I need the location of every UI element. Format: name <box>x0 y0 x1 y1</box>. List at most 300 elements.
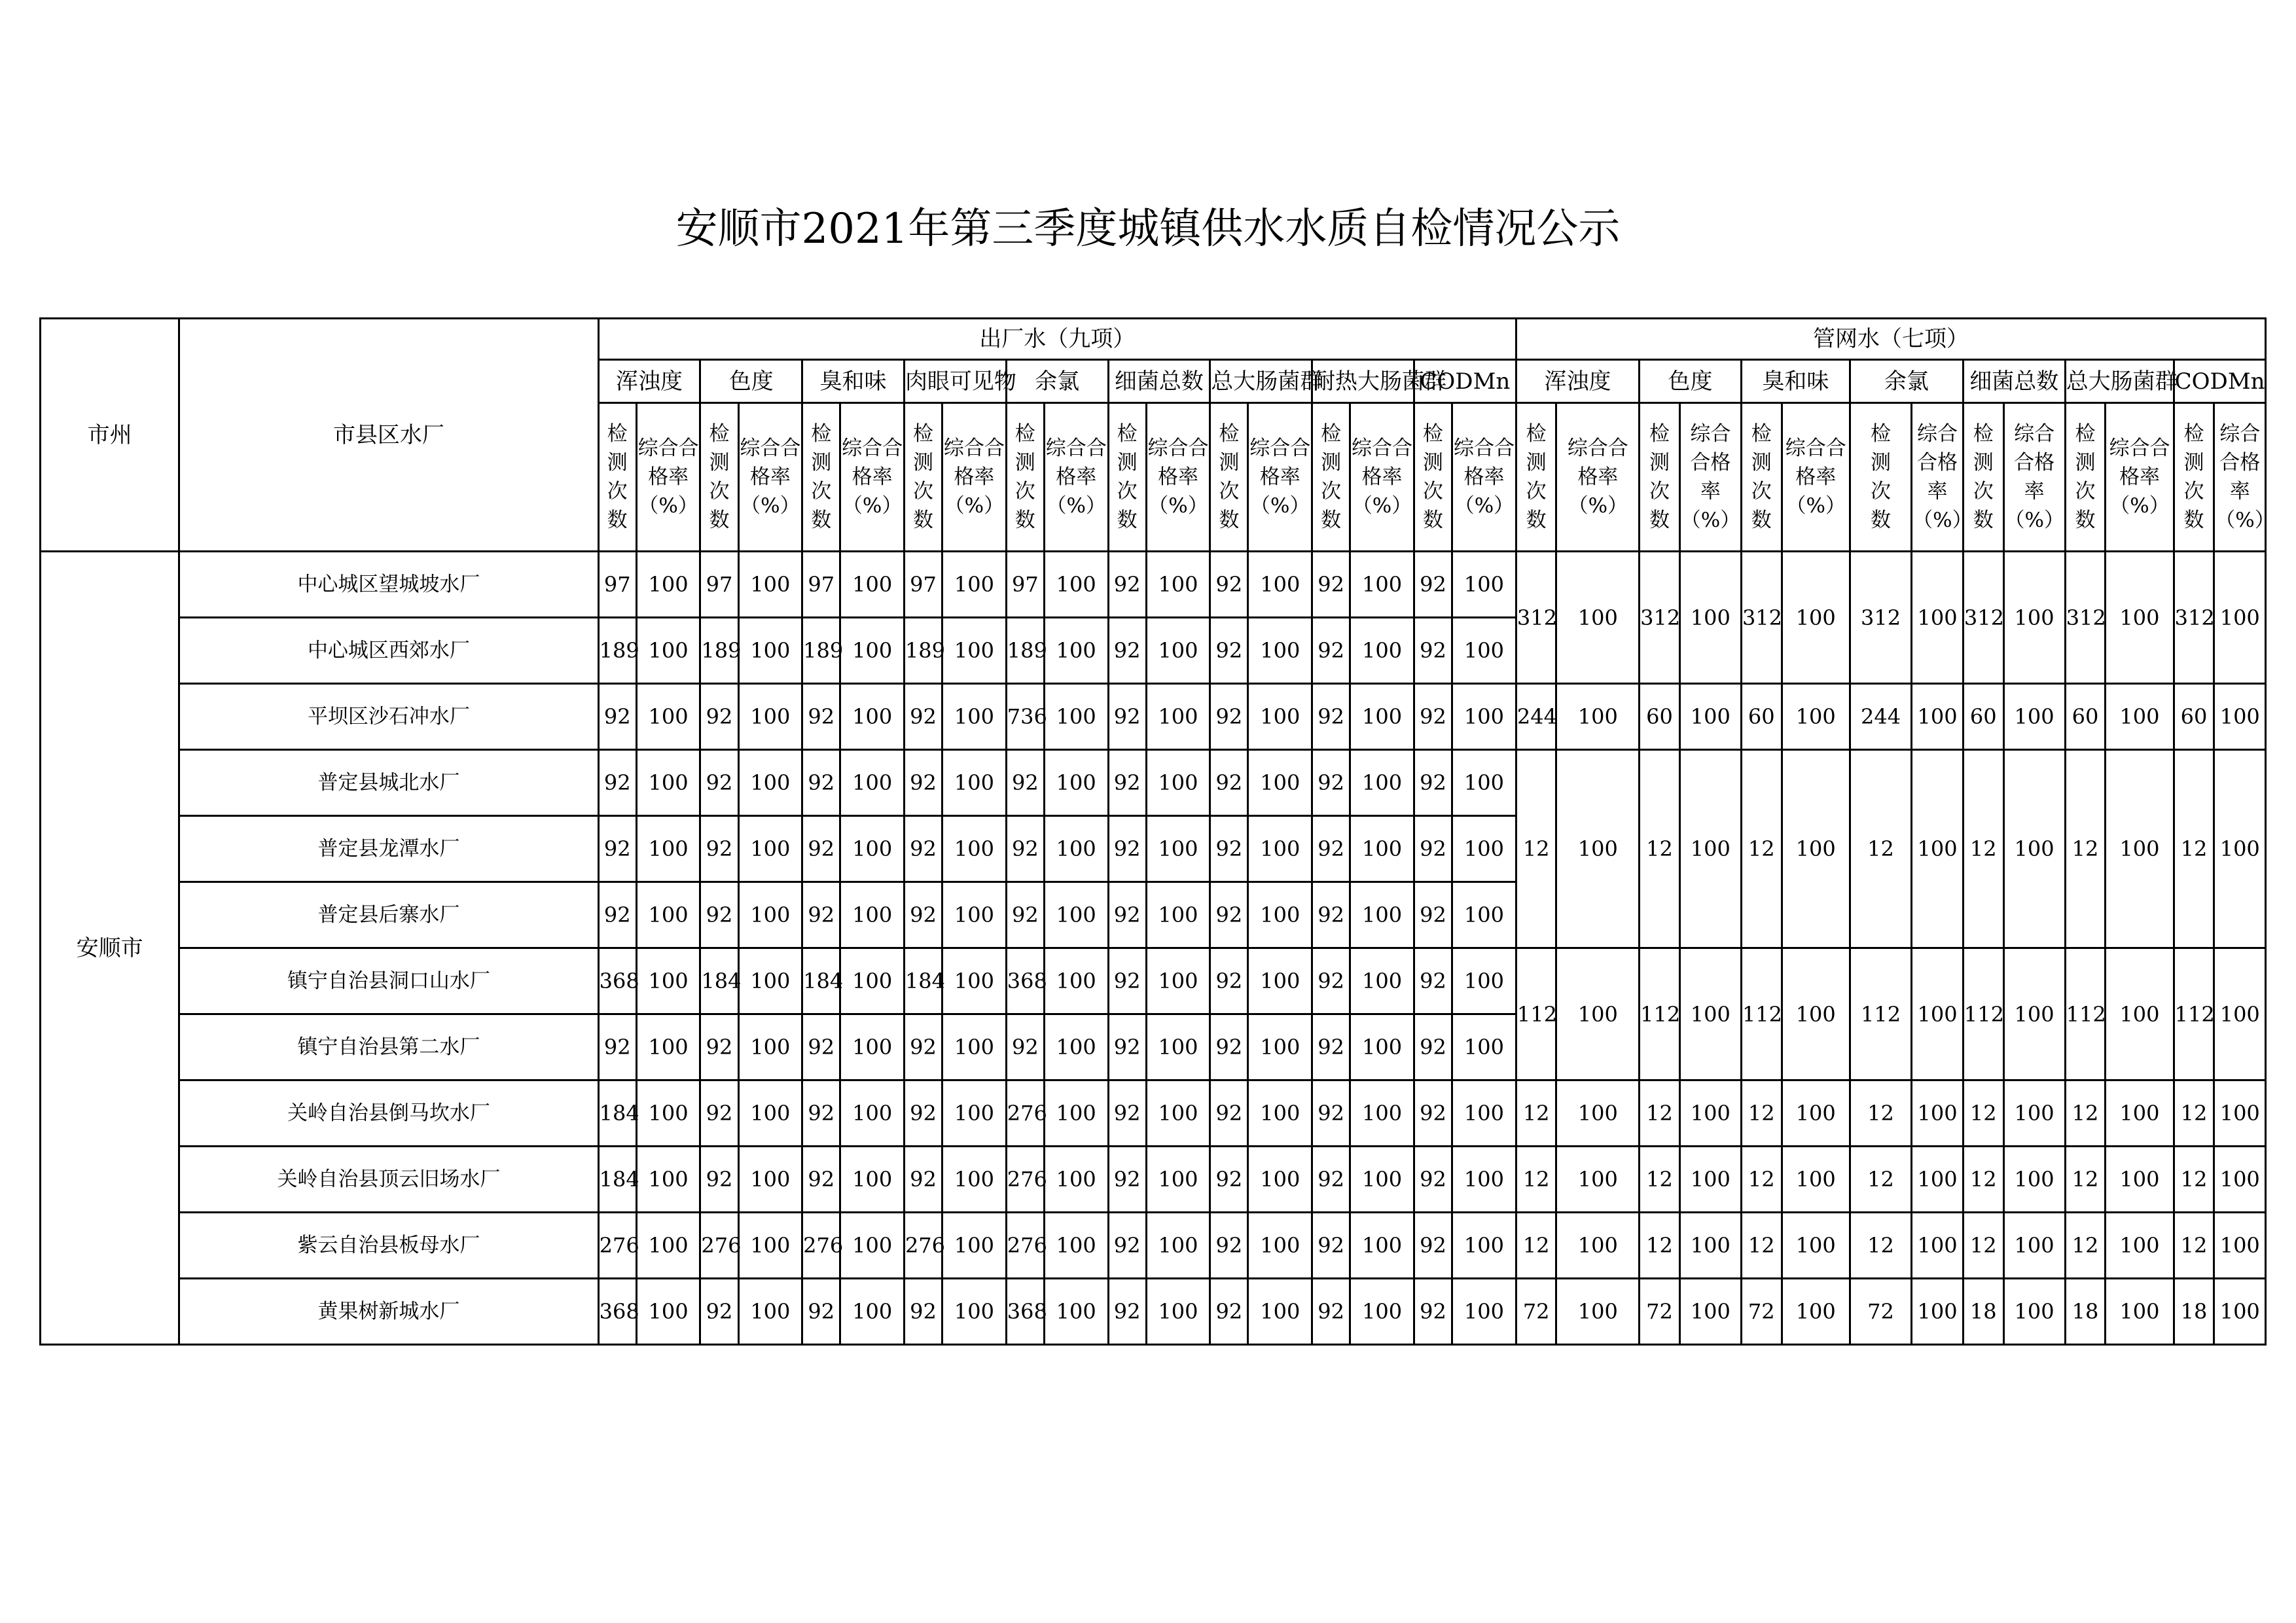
rate-header-label: 综合合格率（%） <box>1567 437 1628 518</box>
pipe-rate-cell: 100 <box>1912 552 1964 684</box>
pipe-count-cell: 12 <box>1741 750 1782 948</box>
factory-rate-cell: 100 <box>1350 1279 1414 1345</box>
factory-count-cell: 276 <box>1006 1147 1044 1213</box>
factory-rate-cell: 100 <box>636 882 700 948</box>
pipe-rate-cell: 100 <box>1782 1080 1850 1147</box>
factory-count-cell: 92 <box>598 816 636 882</box>
factory-rate-cell: 100 <box>636 1213 700 1279</box>
factory-rate-cell: 100 <box>738 816 802 882</box>
count-header-label: 检测次数 <box>1014 422 1035 532</box>
pipe-rate-cell: 100 <box>1679 1147 1741 1213</box>
factory-count-cell: 92 <box>1108 948 1146 1014</box>
pipe-count-cell: 18 <box>2174 1279 2214 1345</box>
rate-header-label: 综合合格率（%） <box>2004 422 2064 532</box>
factory-count-cell: 92 <box>802 882 840 948</box>
factory-count-cell: 189 <box>598 618 636 684</box>
factory-rate-cell: 100 <box>738 552 802 618</box>
factory-rate-cell: 100 <box>1044 1279 1108 1345</box>
count-header <box>1210 403 1248 552</box>
factory-count-cell: 92 <box>700 1014 738 1080</box>
factory-count-cell: 92 <box>1210 552 1248 618</box>
count-header <box>1741 403 1782 552</box>
factory-rate-cell: 100 <box>942 948 1007 1014</box>
factory-count-cell: 92 <box>1312 618 1350 684</box>
count-header-label: 检测次数 <box>913 422 934 532</box>
pipe-rate-cell: 100 <box>2106 552 2174 684</box>
count-header <box>2065 403 2106 552</box>
factory-rate-cell: 100 <box>1146 750 1210 816</box>
factory-rate-cell: 100 <box>1248 750 1312 816</box>
rate-header-label: 综合合格率（%） <box>2215 422 2275 532</box>
pipe-rate-cell: 100 <box>1912 684 1964 750</box>
pipe-count-cell: 312 <box>1850 552 1911 684</box>
factory-count-cell: 276 <box>802 1213 840 1279</box>
factory-rate-cell: 100 <box>1146 1147 1210 1213</box>
plant-name: 普定县龙潭水厂 <box>179 816 598 882</box>
count-header-label: 检测次数 <box>1871 422 1891 532</box>
factory-count-cell: 92 <box>1312 816 1350 882</box>
factory-count-cell: 184 <box>700 948 738 1014</box>
pipe-item-header: 臭和味 <box>1741 360 1850 403</box>
count-header-label: 检测次数 <box>1973 422 1994 532</box>
rate-header-label: 综合合格率（%） <box>1249 437 1311 518</box>
factory-count-cell: 92 <box>1108 1080 1146 1147</box>
pipe-count-cell: 12 <box>1741 1147 1782 1213</box>
city-header: 市州 <box>41 319 179 552</box>
table-row <box>41 552 2266 618</box>
factory-count-cell: 92 <box>700 882 738 948</box>
factory-rate-cell: 100 <box>738 750 802 816</box>
count-header-label: 检测次数 <box>811 422 832 532</box>
factory-rate-cell: 100 <box>1248 816 1312 882</box>
factory-count-cell: 92 <box>598 1014 636 1080</box>
factory-rate-cell: 100 <box>942 552 1007 618</box>
factory-rate-cell: 100 <box>738 684 802 750</box>
pipe-count-cell: 12 <box>1516 750 1556 948</box>
count-header <box>1312 403 1350 552</box>
factory-rate-cell: 100 <box>1452 816 1516 882</box>
factory-rate-cell: 100 <box>636 948 700 1014</box>
pipe-water-header: 管网水（七项） <box>1516 319 2265 360</box>
rate-header <box>1679 403 1741 552</box>
factory-item-header: 肉眼可见物 <box>904 360 1006 403</box>
pipe-rate-cell: 100 <box>1679 684 1741 750</box>
factory-rate-cell: 100 <box>1146 882 1210 948</box>
factory-count-cell: 189 <box>904 618 942 684</box>
pipe-rate-cell: 100 <box>2106 1147 2174 1213</box>
factory-rate-cell: 100 <box>840 882 905 948</box>
count-header <box>1414 403 1452 552</box>
factory-rate-cell: 100 <box>1146 948 1210 1014</box>
pipe-rate-cell: 100 <box>1912 948 1964 1080</box>
factory-rate-cell: 100 <box>1044 1080 1108 1147</box>
pipe-count-cell: 312 <box>1516 552 1556 684</box>
rate-header-label: 综合合格率（%） <box>1912 422 1973 532</box>
factory-count-cell: 276 <box>904 1213 942 1279</box>
factory-rate-cell: 100 <box>840 1147 905 1213</box>
factory-count-cell: 92 <box>1312 552 1350 618</box>
factory-count-cell: 92 <box>802 816 840 882</box>
pipe-rate-cell: 100 <box>2214 552 2266 684</box>
factory-rate-cell: 100 <box>636 1147 700 1213</box>
factory-rate-cell: 100 <box>1044 948 1108 1014</box>
factory-rate-cell: 100 <box>1044 816 1108 882</box>
factory-count-cell: 92 <box>1414 618 1452 684</box>
plant-name: 紫云自治县板母水厂 <box>179 1213 598 1279</box>
factory-rate-cell: 100 <box>1146 684 1210 750</box>
pipe-rate-cell: 100 <box>2003 1279 2065 1345</box>
factory-count-cell: 92 <box>700 816 738 882</box>
factory-rate-cell: 100 <box>1350 618 1414 684</box>
pipe-count-cell: 12 <box>1516 1213 1556 1279</box>
factory-count-cell: 92 <box>1108 1279 1146 1345</box>
pipe-rate-cell: 100 <box>1782 684 1850 750</box>
pipe-count-cell: 12 <box>1963 1080 2003 1147</box>
factory-rate-cell: 100 <box>1452 1014 1516 1080</box>
plant-name: 黄果树新城水厂 <box>179 1279 598 1345</box>
pipe-rate-cell: 100 <box>1912 1213 1964 1279</box>
rate-header-label: 综合合格率（%） <box>1453 437 1515 518</box>
pipe-count-cell: 12 <box>2174 1147 2214 1213</box>
pipe-rate-cell: 100 <box>1556 948 1640 1080</box>
plant-name: 镇宁自治县洞口山水厂 <box>179 948 598 1014</box>
pipe-count-cell: 112 <box>2174 948 2214 1080</box>
count-header <box>904 403 942 552</box>
factory-rate-cell: 100 <box>636 1080 700 1147</box>
pipe-rate-cell: 100 <box>1556 552 1640 684</box>
factory-count-cell: 92 <box>1108 552 1146 618</box>
pipe-rate-cell: 100 <box>1912 1147 1964 1213</box>
factory-rate-cell: 100 <box>1350 684 1414 750</box>
factory-water-header: 出厂水（九项） <box>598 319 1516 360</box>
factory-count-cell: 184 <box>802 948 840 1014</box>
pipe-count-cell: 312 <box>2174 552 2214 684</box>
pipe-count-cell: 12 <box>2065 1147 2106 1213</box>
factory-rate-cell: 100 <box>1452 1147 1516 1213</box>
factory-count-cell: 92 <box>598 750 636 816</box>
pipe-rate-cell: 100 <box>2214 750 2266 948</box>
factory-count-cell: 92 <box>1108 816 1146 882</box>
pipe-count-cell: 72 <box>1850 1279 1911 1345</box>
count-header-label: 检测次数 <box>709 422 730 532</box>
factory-rate-cell: 100 <box>942 618 1007 684</box>
count-header <box>1640 403 1680 552</box>
rate-header <box>2106 403 2174 552</box>
pipe-item-header: CODMn <box>2174 360 2266 403</box>
plant-name: 普定县后寨水厂 <box>179 882 598 948</box>
factory-rate-cell: 100 <box>1248 684 1312 750</box>
factory-rate-cell: 100 <box>1146 552 1210 618</box>
pipe-rate-cell: 100 <box>1679 1279 1741 1345</box>
factory-count-cell: 92 <box>1210 618 1248 684</box>
pipe-rate-cell: 100 <box>1912 750 1964 948</box>
factory-rate-cell: 100 <box>636 552 700 618</box>
factory-count-cell: 92 <box>700 750 738 816</box>
factory-rate-cell: 100 <box>1350 1213 1414 1279</box>
pipe-rate-cell: 100 <box>2106 1279 2174 1345</box>
factory-rate-cell: 100 <box>1044 1147 1108 1213</box>
factory-count-cell: 92 <box>700 1080 738 1147</box>
rate-header <box>840 403 905 552</box>
pipe-item-header: 细菌总数 <box>1963 360 2065 403</box>
factory-rate-cell: 100 <box>1248 1213 1312 1279</box>
factory-rate-cell: 100 <box>1146 618 1210 684</box>
rate-header-label: 综合合格率（%） <box>1352 437 1413 518</box>
factory-count-cell: 92 <box>1210 1014 1248 1080</box>
factory-count-cell: 92 <box>1210 882 1248 948</box>
factory-count-cell: 189 <box>700 618 738 684</box>
pipe-rate-cell: 100 <box>1556 1080 1640 1147</box>
factory-rate-cell: 100 <box>738 1279 802 1345</box>
factory-rate-cell: 100 <box>1452 882 1516 948</box>
pipe-rate-cell: 100 <box>2214 684 2266 750</box>
rate-header <box>2003 403 2065 552</box>
factory-count-cell: 92 <box>1414 552 1452 618</box>
factory-rate-cell: 100 <box>1452 552 1516 618</box>
factory-rate-cell: 100 <box>840 1014 905 1080</box>
pipe-count-cell: 112 <box>1516 948 1556 1080</box>
factory-rate-cell: 100 <box>942 750 1007 816</box>
factory-rate-cell: 100 <box>1044 750 1108 816</box>
rate-header-label: 综合合格率（%） <box>1147 437 1209 518</box>
factory-count-cell: 92 <box>1108 750 1146 816</box>
rate-header-label: 综合合格率（%） <box>740 437 801 518</box>
pipe-count-cell: 12 <box>1963 1147 2003 1213</box>
pipe-count-cell: 12 <box>1850 1213 1911 1279</box>
factory-rate-cell: 100 <box>1248 948 1312 1014</box>
factory-rate-cell: 100 <box>840 816 905 882</box>
factory-count-cell: 92 <box>1414 816 1452 882</box>
factory-count-cell: 92 <box>802 750 840 816</box>
factory-rate-cell: 100 <box>1044 684 1108 750</box>
pipe-rate-cell: 100 <box>1782 1279 1850 1345</box>
factory-rate-cell: 100 <box>942 1279 1007 1345</box>
factory-count-cell: 92 <box>1312 1213 1350 1279</box>
factory-rate-cell: 100 <box>1248 882 1312 948</box>
factory-count-cell: 92 <box>1414 1014 1452 1080</box>
pipe-count-cell: 18 <box>2065 1279 2106 1345</box>
factory-rate-cell: 100 <box>1350 1147 1414 1213</box>
factory-count-cell: 92 <box>802 1147 840 1213</box>
count-header-label: 检测次数 <box>2075 422 2096 532</box>
rate-header-label: 综合合格率（%） <box>842 437 903 518</box>
pipe-count-cell: 72 <box>1741 1279 1782 1345</box>
factory-count-cell: 92 <box>1414 1213 1452 1279</box>
factory-rate-cell: 100 <box>738 618 802 684</box>
factory-rate-cell: 100 <box>1350 750 1414 816</box>
factory-count-cell: 92 <box>802 1014 840 1080</box>
rate-header-label: 综合合格率（%） <box>1045 437 1107 518</box>
factory-rate-cell: 100 <box>738 882 802 948</box>
rate-header <box>1248 403 1312 552</box>
count-header <box>1006 403 1044 552</box>
factory-count-cell: 92 <box>1312 948 1350 1014</box>
factory-count-cell: 368 <box>1006 948 1044 1014</box>
factory-count-cell: 92 <box>1006 816 1044 882</box>
factory-count-cell: 189 <box>802 618 840 684</box>
pipe-item-header: 总大肠菌群 <box>2065 360 2174 403</box>
factory-count-cell: 92 <box>1108 882 1146 948</box>
factory-rate-cell: 100 <box>636 618 700 684</box>
table-row <box>41 1213 2266 1279</box>
factory-rate-cell: 100 <box>840 618 905 684</box>
rate-header-label: 综合合格率（%） <box>2109 437 2170 518</box>
factory-count-cell: 92 <box>1006 1014 1044 1080</box>
pipe-count-cell: 12 <box>1963 1213 2003 1279</box>
pipe-count-cell: 12 <box>2065 1213 2106 1279</box>
factory-rate-cell: 100 <box>1452 1213 1516 1279</box>
rate-header-label: 综合合格率（%） <box>943 437 1005 518</box>
rate-header <box>636 403 700 552</box>
factory-count-cell: 92 <box>1312 684 1350 750</box>
factory-count-cell: 92 <box>1414 750 1452 816</box>
pipe-count-cell: 12 <box>1850 1147 1911 1213</box>
factory-count-cell: 92 <box>802 1080 840 1147</box>
factory-rate-cell: 100 <box>1146 1014 1210 1080</box>
factory-count-cell: 92 <box>1210 948 1248 1014</box>
factory-rate-cell: 100 <box>942 1213 1007 1279</box>
factory-rate-cell: 100 <box>840 1279 905 1345</box>
count-header-label: 检测次数 <box>1526 422 1547 532</box>
pipe-count-cell: 112 <box>2065 948 2106 1080</box>
factory-item-header: 总大肠菌群 <box>1210 360 1312 403</box>
factory-count-cell: 92 <box>1210 1279 1248 1345</box>
rate-header <box>1782 403 1850 552</box>
factory-count-cell: 92 <box>904 684 942 750</box>
factory-count-cell: 368 <box>598 948 636 1014</box>
factory-count-cell: 92 <box>904 1014 942 1080</box>
pipe-rate-cell: 100 <box>1912 1080 1964 1147</box>
pipe-count-cell: 60 <box>2065 684 2106 750</box>
pipe-rate-cell: 100 <box>2106 684 2174 750</box>
pipe-count-cell: 312 <box>1640 552 1680 684</box>
factory-item-header: CODMn <box>1414 360 1516 403</box>
pipe-count-cell: 12 <box>2174 750 2214 948</box>
factory-rate-cell: 100 <box>738 948 802 1014</box>
factory-rate-cell: 100 <box>840 684 905 750</box>
count-header <box>1850 403 1911 552</box>
pipe-item-header: 浑浊度 <box>1516 360 1639 403</box>
factory-rate-cell: 100 <box>1452 948 1516 1014</box>
count-header <box>2174 403 2214 552</box>
factory-count-cell: 368 <box>1006 1279 1044 1345</box>
pipe-rate-cell: 100 <box>1782 1147 1850 1213</box>
factory-count-cell: 92 <box>1414 948 1452 1014</box>
rate-header <box>1044 403 1108 552</box>
factory-rate-cell: 100 <box>1248 552 1312 618</box>
factory-rate-cell: 100 <box>738 1080 802 1147</box>
factory-rate-cell: 100 <box>1248 1080 1312 1147</box>
factory-count-cell: 92 <box>802 1279 840 1345</box>
factory-count-cell: 92 <box>1414 1080 1452 1147</box>
factory-rate-cell: 100 <box>1146 1213 1210 1279</box>
pipe-rate-cell: 100 <box>1912 1279 1964 1345</box>
pipe-count-cell: 12 <box>2065 1080 2106 1147</box>
pipe-count-cell: 60 <box>2174 684 2214 750</box>
pipe-count-cell: 12 <box>1741 1213 1782 1279</box>
factory-count-cell: 276 <box>1006 1080 1044 1147</box>
plant-name: 平坝区沙石冲水厂 <box>179 684 598 750</box>
factory-count-cell: 97 <box>598 552 636 618</box>
pipe-count-cell: 12 <box>1516 1080 1556 1147</box>
factory-count-cell: 92 <box>1210 1213 1248 1279</box>
factory-count-cell: 92 <box>1006 882 1044 948</box>
factory-count-cell: 92 <box>1108 618 1146 684</box>
factory-count-cell: 92 <box>1312 1080 1350 1147</box>
count-header <box>1516 403 1556 552</box>
factory-count-cell: 97 <box>802 552 840 618</box>
pipe-rate-cell: 100 <box>1556 1213 1640 1279</box>
factory-rate-cell: 100 <box>942 1147 1007 1213</box>
pipe-count-cell: 12 <box>1640 750 1680 948</box>
count-header-label: 检测次数 <box>1219 422 1240 532</box>
plant-name: 中心城区西郊水厂 <box>179 618 598 684</box>
factory-count-cell: 92 <box>1108 1147 1146 1213</box>
rate-header-label: 综合合格率（%） <box>1785 437 1846 518</box>
city-cell: 安顺市 <box>41 552 179 1345</box>
table-row <box>41 750 2266 816</box>
pipe-count-cell: 112 <box>1850 948 1911 1080</box>
factory-count-cell: 92 <box>700 1147 738 1213</box>
factory-item-header: 色度 <box>700 360 802 403</box>
rate-header <box>942 403 1007 552</box>
factory-rate-cell: 100 <box>1248 1279 1312 1345</box>
count-header-label: 检测次数 <box>1321 422 1342 532</box>
factory-rate-cell: 100 <box>636 816 700 882</box>
factory-count-cell: 92 <box>1210 1147 1248 1213</box>
factory-count-cell: 92 <box>1312 750 1350 816</box>
pipe-count-cell: 12 <box>1850 750 1911 948</box>
factory-rate-cell: 100 <box>1452 750 1516 816</box>
factory-count-cell: 368 <box>598 1279 636 1345</box>
pipe-rate-cell: 100 <box>1679 552 1741 684</box>
count-header-label: 检测次数 <box>1649 422 1670 532</box>
pipe-count-cell: 112 <box>1963 948 2003 1080</box>
count-header <box>700 403 738 552</box>
factory-count-cell: 92 <box>1108 1014 1146 1080</box>
factory-rate-cell: 100 <box>1350 882 1414 948</box>
factory-rate-cell: 100 <box>942 882 1007 948</box>
factory-rate-cell: 100 <box>636 1014 700 1080</box>
factory-rate-cell: 100 <box>1146 1080 1210 1147</box>
plant-header: 市县区水厂 <box>179 319 598 552</box>
pipe-count-cell: 112 <box>1741 948 1782 1080</box>
factory-rate-cell: 100 <box>1044 1014 1108 1080</box>
pipe-rate-cell: 100 <box>2003 684 2065 750</box>
factory-rate-cell: 100 <box>942 1014 1007 1080</box>
rate-header-label: 综合合格率（%） <box>637 437 699 518</box>
rate-header <box>1146 403 1210 552</box>
rate-header <box>2214 403 2275 552</box>
factory-count-cell: 92 <box>904 750 942 816</box>
factory-count-cell: 92 <box>802 684 840 750</box>
table-row <box>41 1080 2266 1147</box>
table-row <box>41 948 2266 1014</box>
factory-rate-cell: 100 <box>1452 618 1516 684</box>
count-header-label: 检测次数 <box>607 422 628 532</box>
factory-rate-cell: 100 <box>1452 1279 1516 1345</box>
factory-count-cell: 92 <box>904 882 942 948</box>
factory-count-cell: 92 <box>700 684 738 750</box>
pipe-rate-cell: 100 <box>2106 1080 2174 1147</box>
pipe-count-cell: 12 <box>1640 1213 1680 1279</box>
pipe-rate-cell: 100 <box>1782 948 1850 1080</box>
pipe-rate-cell: 100 <box>1556 750 1640 948</box>
plant-name: 中心城区望城坡水厂 <box>179 552 598 618</box>
rate-header <box>1912 403 1973 552</box>
factory-rate-cell: 100 <box>636 1279 700 1345</box>
factory-rate-cell: 100 <box>636 684 700 750</box>
